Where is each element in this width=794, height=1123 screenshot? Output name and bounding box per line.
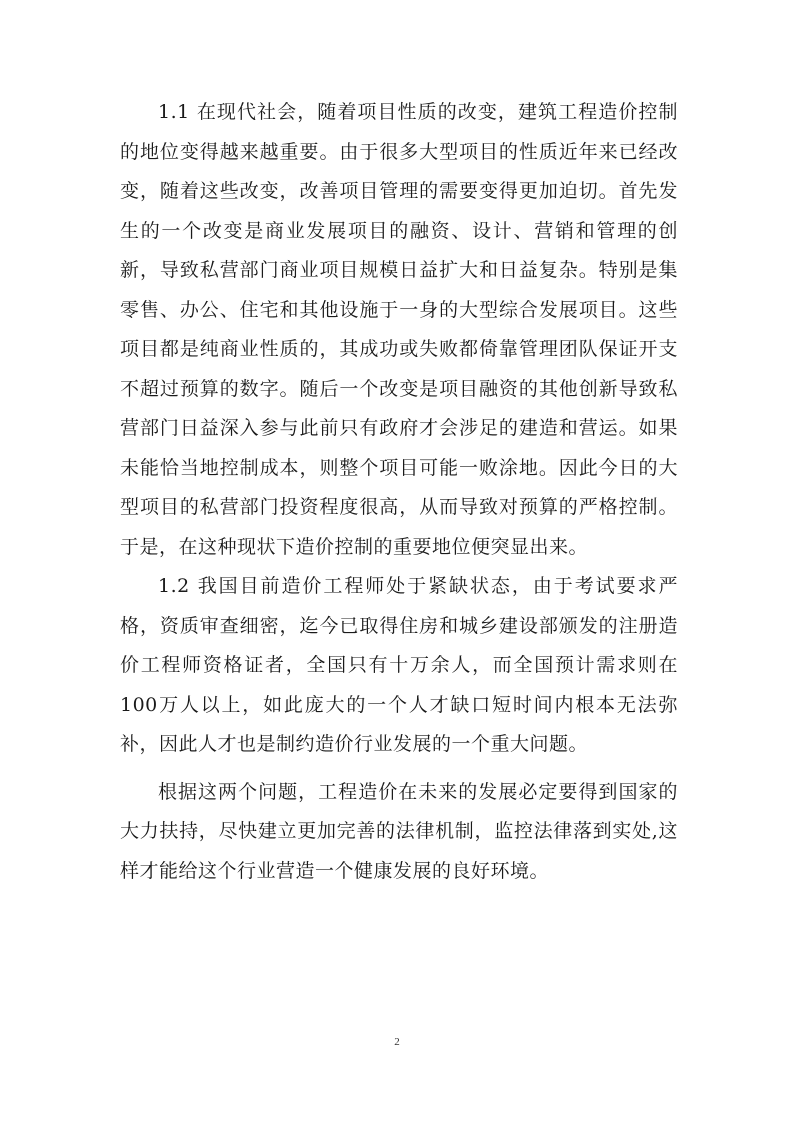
page-number: 2 (394, 1036, 400, 1048)
paragraph-conclusion: 根据这两个问题，工程造价在未来的发展必定要得到国家的大力扶持，尽快建立更加完善的法律机制，监控法律落到实处,这样才能给这个行业营造一个健康发展的良好环境。 (120, 780, 678, 882)
paragraph-1-1: 1.1 在现代社会，随着项目性质的改变，建筑工程造价控制的地位变得越来越重要。由于很多大型项目的性质近年来已经改变，随着这些改变，改善项目管理的需要变得更加迫切。首先发生的一个改变是商业发展项目的融资、设计、营销和管理的创新，导致私营部门商业项目规模日益扩大和日益复杂。特别是集零售、办公、住宅和其他设施于一身的大型综合发展项目。这些项目都是纯商业性质的，其成功或失败都倚靠管理团队保证开支不超过预算的数字。随后一个改变是项目融资的其他创新导致私营部门日益深入参与此前只有政府才会涉足的建造和营运。如果未能恰当地控制成本，则整个项目可能一败涂地。因此今日的大型项目的私营部门投资程度很高，从而导致对预算的严格控制。于是，在这种现状下造价控制的重要地位便突显出来。 (120, 101, 678, 558)
paragraph-1-2: 1.2 我国目前造价工程师处于紧缺状态，由于考试要求严格，资质审查细密，迄今已取得住房和城乡建设部颁发的注册造价工程师资格证者，全国只有十万余人，而全国预计需求则在100万人以上，如此庞大的一个人才缺口短时间内根本无法弥补，因此人才也是制约造价行业发展的一个重大问题。 (120, 575, 678, 755)
document-body (120, 93, 678, 891)
